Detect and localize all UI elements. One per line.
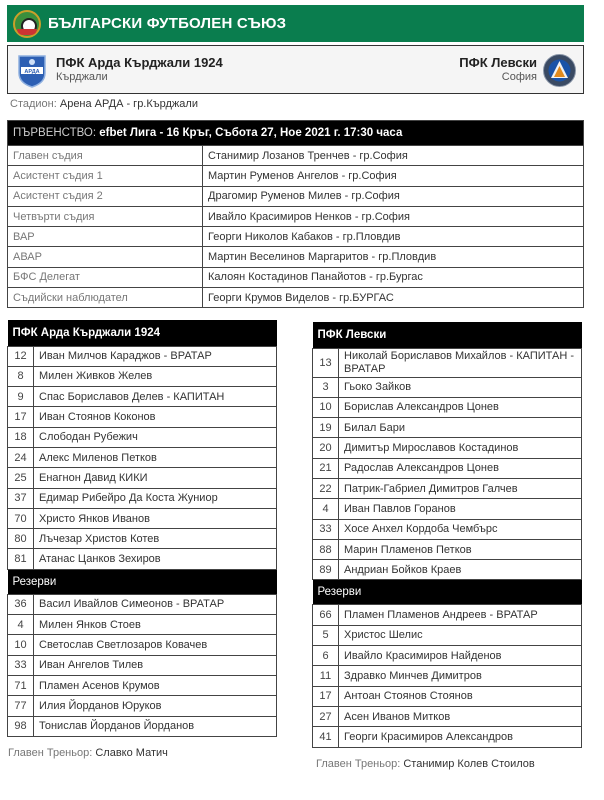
player-name: Атанас Цанков Зехиров: [34, 549, 277, 569]
shirt-number: 8: [8, 366, 34, 386]
shirt-number: 21: [313, 458, 339, 478]
player-name: Милен Янков Стоев: [34, 615, 277, 635]
player-name: Ивайло Красимиров Найденов: [339, 646, 582, 666]
official-name: Калоян Костадинов Панайотов - гр.Бургас: [203, 267, 584, 287]
shirt-number: 70: [8, 508, 34, 528]
player-name: Борислав Александров Цонев: [339, 397, 582, 417]
shirt-number: 89: [313, 560, 339, 580]
starter-row: [8, 346, 277, 366]
official-name: Мартин Руменов Ангелов - гр.София: [203, 166, 584, 186]
player-name: Илия Йорданов Юруков: [34, 696, 277, 716]
player-name: Тонислав Йорданов Йорданов: [34, 716, 277, 736]
shirt-number: 80: [8, 529, 34, 549]
shirt-number: 17: [313, 686, 339, 706]
starter-row: [313, 418, 582, 438]
home-lineup-title: ПФК Арда Кърджали 1924: [8, 320, 277, 346]
player-name: Алекс Миленов Петков: [34, 447, 277, 467]
official-row: [8, 206, 584, 226]
home-team-city: Кърджали: [56, 71, 108, 83]
starter-row: [8, 468, 277, 488]
player-name: Георги Красимиров Александров: [339, 727, 582, 747]
federation-title: БЪЛГАРСКИ ФУТБОЛЕН СЪЮЗ: [48, 15, 287, 32]
player-name: Андриан Бойков Краев: [339, 560, 582, 580]
championship-row: [8, 121, 584, 146]
shirt-number: 24: [8, 447, 34, 467]
official-role: Асистент съдия 2: [8, 186, 203, 206]
player-name: Хосе Анхел Кордоба Чембърс: [339, 519, 582, 539]
shirt-number: 27: [313, 706, 339, 726]
official-row: [8, 227, 584, 247]
starter-row: [313, 478, 582, 498]
official-row: [8, 146, 584, 166]
shirt-number: 22: [313, 478, 339, 498]
shirt-number: 41: [313, 727, 339, 747]
home-lineup-table: [7, 320, 277, 737]
reserve-row: [8, 594, 277, 614]
reserve-row: [313, 706, 582, 726]
away-lineup-title: ПФК Левски: [313, 322, 582, 348]
away-coach: [316, 758, 535, 770]
away-team-city: София: [501, 71, 537, 83]
shirt-number: 17: [8, 407, 34, 427]
player-name: Иван Павлов Горанов: [339, 499, 582, 519]
player-name: Иван Милчов Караджов - ВРАТАР: [34, 346, 277, 366]
starter-row: [8, 366, 277, 386]
shirt-number: 88: [313, 539, 339, 559]
player-name: Билал Бари: [339, 418, 582, 438]
starter-row: [8, 508, 277, 528]
starter-row: [313, 458, 582, 478]
player-name: Иван Ангелов Тилев: [34, 655, 277, 675]
player-name: Едимар Рибейро Да Коста Жуниор: [34, 488, 277, 508]
player-name: Пламен Пламенов Андреев - ВРАТАР: [339, 605, 582, 625]
shirt-number: 4: [8, 615, 34, 635]
player-name: Пламен Асенов Крумов: [34, 675, 277, 695]
shirt-number: 18: [8, 427, 34, 447]
shirt-number: 9: [8, 387, 34, 407]
player-name: Здравко Минчев Димитров: [339, 666, 582, 686]
starter-row: [8, 549, 277, 569]
reserve-row: [313, 605, 582, 625]
official-row: [8, 186, 584, 206]
official-role: Главен съдия: [8, 146, 203, 166]
stadium-info: [10, 98, 198, 110]
official-name: Георги Николов Кабаков - гр.Пловдив: [203, 227, 584, 247]
shirt-number: 4: [313, 499, 339, 519]
player-name: Радослав Александров Цонев: [339, 458, 582, 478]
home-team-name: ПФК Арда Кърджали 1924: [56, 55, 223, 70]
player-name: Патрик-Габриел Димитров Галчев: [339, 478, 582, 498]
official-name: Станимир Лозанов Тренчев - гр.София: [203, 146, 584, 166]
player-name: Милен Живков Желев: [34, 366, 277, 386]
reserves-label: Резерви: [8, 569, 277, 594]
starter-row: [313, 499, 582, 519]
reserve-row: [313, 646, 582, 666]
reserve-row: [8, 696, 277, 716]
player-name: Лъчезар Христов Котев: [34, 529, 277, 549]
shirt-number: 98: [8, 716, 34, 736]
shirt-number: 81: [8, 549, 34, 569]
shirt-number: 33: [313, 519, 339, 539]
federation-header: [7, 5, 584, 42]
starter-row: [8, 427, 277, 447]
championship-value: efbet Лига - 16 Кръг, Събота 27, Ное 2021 г. 17:30 часа: [99, 127, 403, 139]
player-name: Христо Янков Иванов: [34, 508, 277, 528]
player-name: Антоан Стоянов Стоянов: [339, 686, 582, 706]
away-coach-label: Главен Треньор:: [316, 758, 401, 770]
reserve-row: [8, 675, 277, 695]
reserve-row: [8, 615, 277, 635]
svg-text:АРДА: АРДА: [24, 69, 40, 75]
stadium-value: Арена АРДА - гр.Кърджали: [59, 98, 198, 110]
shirt-number: 6: [313, 646, 339, 666]
shirt-number: 3: [313, 377, 339, 397]
reserve-row: [313, 686, 582, 706]
home-coach: [8, 747, 168, 759]
reserve-row: [8, 655, 277, 675]
official-role: ВАР: [8, 227, 203, 247]
shirt-number: 25: [8, 468, 34, 488]
starter-row: [8, 387, 277, 407]
reserves-header: [8, 569, 277, 594]
official-row: [8, 288, 584, 308]
shirt-number: 37: [8, 488, 34, 508]
official-row: [8, 166, 584, 186]
starter-row: [313, 348, 582, 377]
starter-row: [313, 519, 582, 539]
shirt-number: 11: [313, 666, 339, 686]
official-row: [8, 267, 584, 287]
starter-row: [8, 529, 277, 549]
reserve-row: [8, 716, 277, 736]
starter-row: [8, 488, 277, 508]
official-name: Драгомир Руменов Милев - гр.София: [203, 186, 584, 206]
match-teams-box: [7, 45, 584, 94]
player-name: Слободан Рубежич: [34, 427, 277, 447]
shirt-number: 20: [313, 438, 339, 458]
shirt-number: 12: [8, 346, 34, 366]
shirt-number: 71: [8, 675, 34, 695]
away-coach-name: Станимир Колев Стоилов: [403, 758, 535, 770]
player-name: Гьоко Зайков: [339, 377, 582, 397]
player-name: Марин Пламенов Петков: [339, 539, 582, 559]
shirt-number: 10: [313, 397, 339, 417]
official-role: АВАР: [8, 247, 203, 267]
official-name: Ивайло Красимиров Ненков - гр.София: [203, 206, 584, 226]
official-name: Георги Крумов Виделов - гр.БУРГАС: [203, 288, 584, 308]
official-row: [8, 247, 584, 267]
player-name: Спас Бориславов Делев - КАПИТАН: [34, 387, 277, 407]
shirt-number: 10: [8, 635, 34, 655]
home-coach-name: Славко Матич: [95, 747, 168, 759]
away-team-name: ПФК Левски: [459, 55, 537, 70]
starter-row: [313, 397, 582, 417]
starter-row: [313, 560, 582, 580]
shirt-number: 19: [313, 418, 339, 438]
shirt-number: 13: [313, 348, 339, 377]
shirt-number: 77: [8, 696, 34, 716]
starter-row: [313, 539, 582, 559]
player-name: Васил Ивайлов Симеонов - ВРАТАР: [34, 594, 277, 614]
home-coach-label: Главен Треньор:: [8, 747, 93, 759]
championship-label: ПЪРВЕНСТВО:: [13, 127, 97, 139]
official-name: Мартин Веселинов Маргаритов - гр.Пловдив: [203, 247, 584, 267]
away-lineup-table: [312, 322, 582, 748]
official-role: Асистент съдия 1: [8, 166, 203, 186]
player-name: Николай Бориславов Михайлов - КАПИТАН - ВРАТАР: [339, 348, 582, 377]
shirt-number: 66: [313, 605, 339, 625]
levski-logo-icon: [543, 53, 576, 88]
reserves-label: Резерви: [313, 580, 582, 605]
bfs-logo-icon: [13, 10, 41, 38]
reserve-row: [313, 666, 582, 686]
player-name: Асен Иванов Митков: [339, 706, 582, 726]
shirt-number: 36: [8, 594, 34, 614]
player-name: Христос Шелис: [339, 625, 582, 645]
starter-row: [313, 438, 582, 458]
starter-row: [8, 407, 277, 427]
reserve-row: [313, 727, 582, 747]
stadium-label: Стадион:: [10, 98, 57, 110]
player-name: Иван Стоянов Коконов: [34, 407, 277, 427]
reserve-row: [313, 625, 582, 645]
player-name: Димитър Мирославов Костадинов: [339, 438, 582, 458]
reserves-header: [313, 580, 582, 605]
player-name: Светослав Светлозаров Ковачев: [34, 635, 277, 655]
official-role: Съдийски наблюдател: [8, 288, 203, 308]
starter-row: [313, 377, 582, 397]
player-name: Енагнон Давид КИКИ: [34, 468, 277, 488]
officials-table: [7, 120, 584, 308]
official-role: Четвърти съдия: [8, 206, 203, 226]
shirt-number: 5: [313, 625, 339, 645]
shirt-number: 33: [8, 655, 34, 675]
arda-logo-icon: [16, 53, 48, 88]
reserve-row: [8, 635, 277, 655]
official-role: БФС Делегат: [8, 267, 203, 287]
starter-row: [8, 447, 277, 467]
